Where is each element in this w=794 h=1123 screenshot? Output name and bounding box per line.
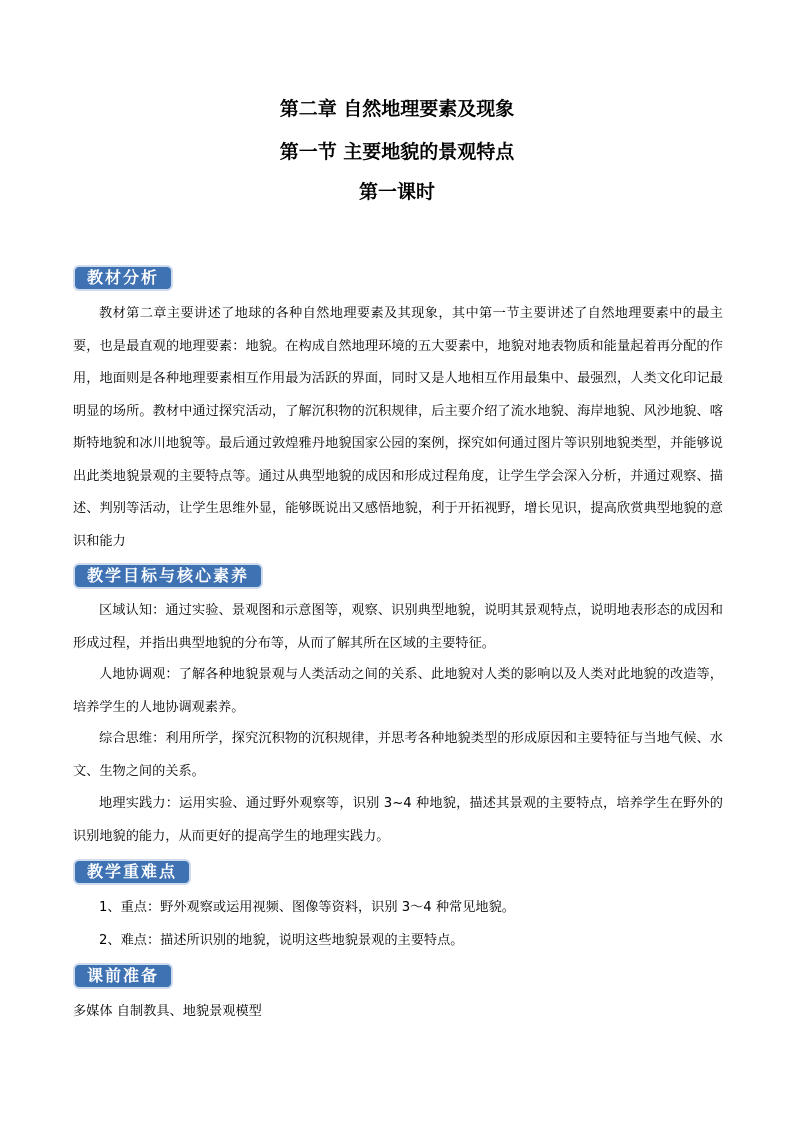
section-title: 第一节 主要地貌的景观特点 [279, 141, 515, 163]
lesson-title: 第一课时 [358, 181, 435, 203]
key-point-difficulty: 2、难点：描述所识别的地貌，说明这些地貌景观的主要特点。 [99, 933, 464, 948]
objective-regional-cognition: 区域认知：通过实验、景观图和示意图等，观察、识别典型地貌，说明其景观特点，说明地表形态的成因和形成过程，并指出典型地貌的分布等，从而了解其所在区域的主要特征。 [73, 603, 723, 651]
objective-geographic-practice: 地理实践力：运用实验、通过野外观察等，识别 3~4 种地貌，描述其景观的主要特点，培养学生在野外的识别地貌的能力，从而更好的提高学生的地理实践力。 [73, 796, 723, 844]
objective-human-earth-harmony: 人地协调观：了解各种地貌景观与人类活动之间的关系、此地貌对人类的影响以及人类对此地貌的改造等，培养学生的人地协调观素养。 [73, 667, 723, 715]
section-heading-key-points: 教学重难点 [73, 859, 191, 885]
analysis-paragraph: 教材第二章主要讲述了地球的各种自然地理要素及其现象，其中第一节主要讲述了自然地理要素中的最主要，也是最直观的地理要素：地貌。在构成自然地理环境的五大要素中，地貌对地表物质和能量起着再分配的作用，地面则是各种地理要素相互作用最为活跃的界面，同时又是人地相互作用最集中、最强烈，人类文化印记最明显的场所。教材中通过探究活动，了解沉积物的沉积规律，后主要介绍了流水地貌、海岸地貌、风沙地貌、喀斯特地貌和冰川地貌等。最后通过敦煌雅丹地貌国家公园的案例，探究如何通过图片等识别地貌类型，并能够说出此类地貌景观的主要特点等。通过从典型地貌的成因和形成过程角度，让学生学会深入分析，并通过观察、描述、判别等活动，让学生思维外显，能够既说出又感悟地貌，利于开拓视野，增长见识，提高欣赏典型地貌的意识和能力 [73, 306, 723, 549]
section-heading-analysis: 教材分析 [73, 265, 173, 291]
preparation-text: 多媒体 自制教具、地貌景观模型 [73, 1004, 262, 1019]
section-heading-preparation: 课前准备 [73, 963, 173, 989]
key-point-focus: 1、重点：野外观察或运用视频、图像等资料，识别 3～4 种常见地貌。 [99, 900, 515, 915]
chapter-title: 第二章 自然地理要素及现象 [279, 98, 515, 120]
section-heading-objectives: 教学目标与核心素养 [73, 563, 263, 589]
objective-integrated-thinking: 综合思维：利用所学，探究沉积物的沉积规律，并思考各种地貌类型的形成原因和主要特征与当地气候、水文、生物之间的关系。 [73, 731, 723, 779]
